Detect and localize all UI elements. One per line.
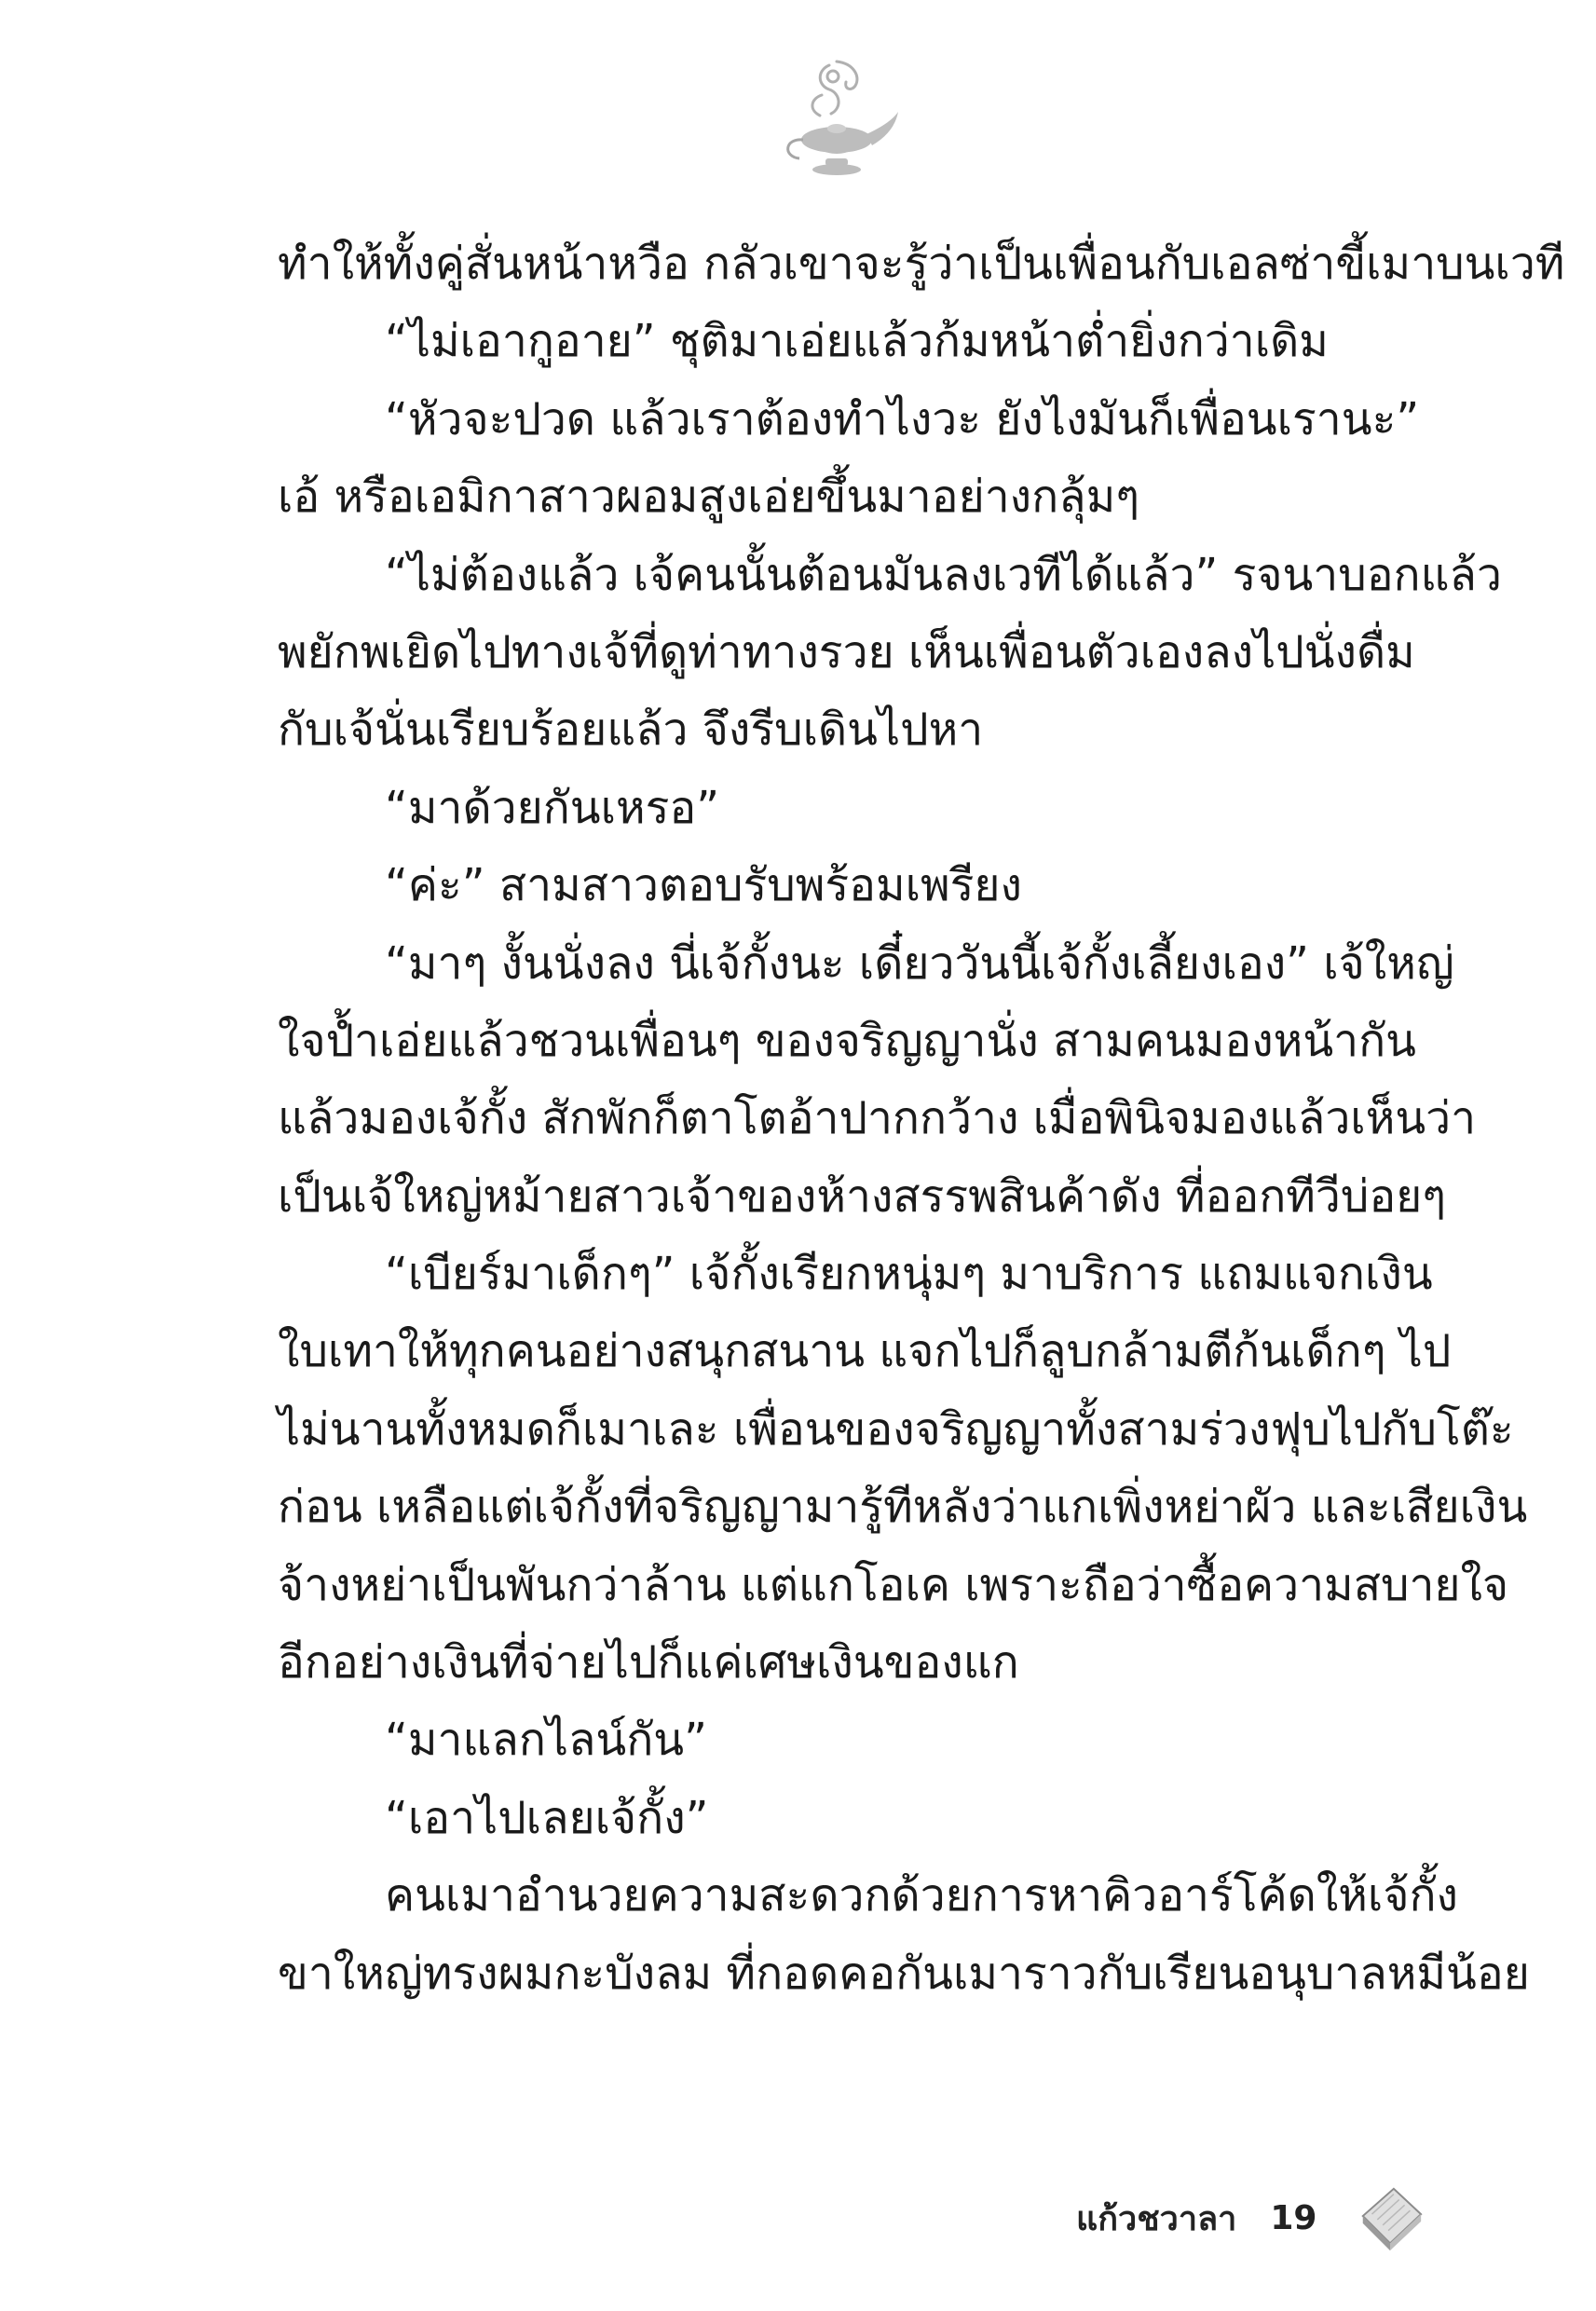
text-line: “เบียร์มาเด็กๆ” เจ้กั้งเรียกหนุ่มๆ มาบริการ แถมแจกเงิน [385, 1248, 1433, 1301]
text-line: “มาๆ งั้นนั่งลง นี่เจ้กั้งนะ เดี๋ยววันนี้เจ้กั้งเลี้ยงเอง” เจ้ใหญ่ [385, 937, 1454, 990]
text-line: “ไม่ต้องแล้ว เจ้คนนั้นต้อนมันลงเวทีได้แล้ว” รจนาบอกแล้ว [385, 548, 1502, 601]
text-line: “มาแลกไลน์กัน” [385, 1714, 707, 1767]
page-number: 19 [1270, 2198, 1317, 2237]
text-line: อีกอย่างเงินที่จ่ายไปก็แค่เศษเงินของแก [278, 1636, 1019, 1689]
text-line: “ค่ะ” สามสาวตอบรับพร้อมเพรียง [385, 859, 1022, 912]
text-line: ใบเทาให้ทุกคนอย่างสนุกสนาน แจกไปก็ลูบกล้ามตีก้นเด็กๆ ไป [278, 1325, 1452, 1378]
genie-lamp-icon [771, 54, 902, 185]
text-line: จ้างหย่าเป็นพันกว่าล้าน แต่แกโอเค เพราะถือว่าซื้อความสบายใจ [278, 1558, 1509, 1611]
text-line: ก่อน เหลือแต่เจ้กั้งที่จริญญามารู้ทีหลังว่าแกเพิ่งหย่าผัว และเสียเงิน [278, 1481, 1528, 1534]
text-line: เอ้ หรือเอมิกาสาวผอมสูงเอ่ยขึ้นมาอย่างกลุ้มๆ [278, 471, 1139, 524]
page-footer [1076, 2181, 1426, 2255]
text-line: “ไม่เอากูอาย” ชุติมาเอ่ยแล้วก้มหน้าต่ำยิ่งกว่าเดิม [385, 315, 1329, 368]
text-line: เป็นเจ้ใหญ่หม้ายสาวเจ้าของห้างสรรพสินค้าดัง ที่ออกทีวีบ่อยๆ [278, 1169, 1447, 1223]
text-line: ทำให้ทั้งคู่สั่นหน้าหวือ กลัวเขาจะรู้ว่าเป็นเพื่อนกับเอลซ่าขี้เมาบนเวที [278, 238, 1565, 290]
text-line: กับเจ้นั่นเรียบร้อยแล้ว จึงรีบเดินไปหา [278, 704, 984, 757]
text-line: แล้วมองเจ้กั้ง สักพักก็ตาโตอ้าปากกว้าง เมื่อพินิจมองแล้วเห็นว่า [278, 1092, 1477, 1145]
book-title: แก้วชวาลา [1076, 2199, 1237, 2238]
body-text [278, 226, 1565, 2013]
text-line: “มาด้วยกันเหรอ” [385, 781, 720, 834]
text-line: ไม่นานทั้งหมดก็เมาเละ เพื่อนของจริญญาทั้งสามร่วงฟุบไปกับโต๊ะ [278, 1402, 1514, 1456]
text-line: พยักพเยิดไปทางเจ้ที่ดูท่าทางรวย เห็นเพื่อนตัวเองลงไปนั่งดื่ม [278, 625, 1415, 678]
text-line: ขาใหญ่ทรงผมกะบังลม ที่กอดคอกันเมาราวกับเรียนอนุบาลหมีน้อย [278, 1947, 1530, 2000]
text-line: คนเมาอำนวยความสะดวกด้วยการหาคิวอาร์โค้ดให้เจ้กั้ง [385, 1869, 1458, 1922]
text-line: “เอาไปเลยเจ้กั้ง” [385, 1791, 709, 1844]
text-line: ใจป้ำเอ่ยแล้วชวนเพื่อนๆ ของจริญญานั่ง สามคนมองหน้ากัน [278, 1014, 1416, 1067]
text-line: “หัวจะปวด แล้วเราต้องทำไงวะ ยังไงมันก็เพื่อนเรานะ” [385, 392, 1420, 445]
book-icon [1354, 2181, 1426, 2254]
